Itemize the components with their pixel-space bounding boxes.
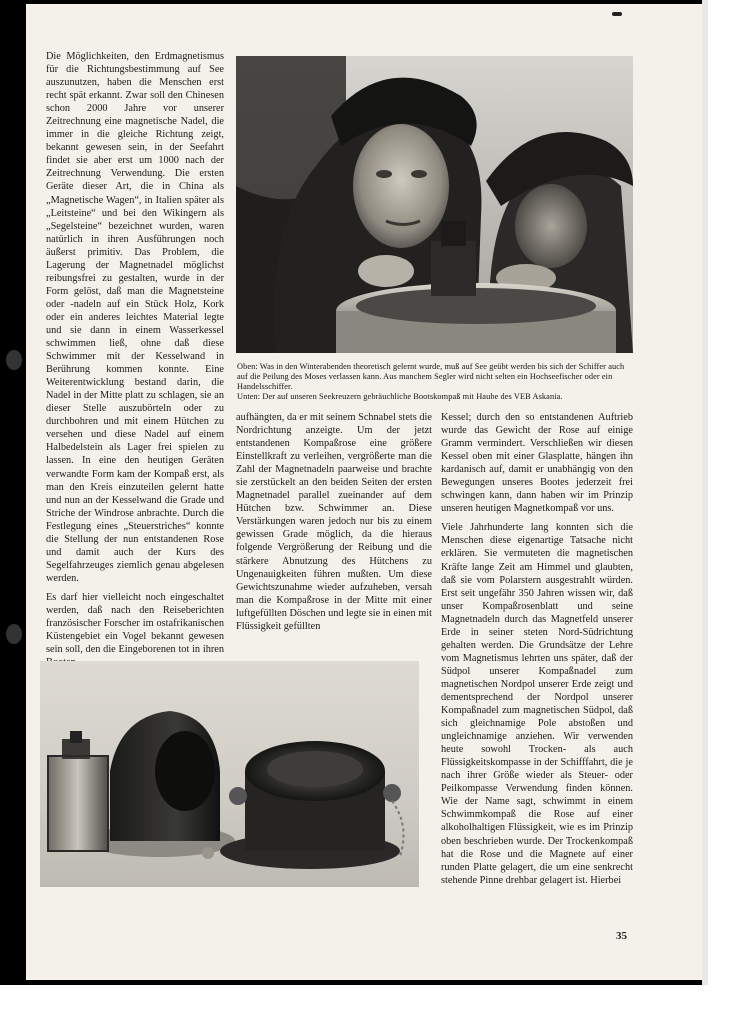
photo-boat-compass bbox=[40, 661, 419, 887]
caption-bottom: Unten: Der auf unseren Seekreuzern gebräuchliche Bootskompaß mit Haube des VEB Askania. bbox=[237, 392, 563, 401]
photo-caption bbox=[237, 362, 633, 402]
caption-top: Oben: Was in den Winterabenden theoretisch gelernt wurde, muß auf See geübt werden bis sich der Schiffer auch auf die Peilung des Moses verlassen kann. Aus manchem Segler wird nicht selten ein Hochseefischer oder ein Handelsschiffer. bbox=[237, 362, 625, 391]
photo-sailors-illustration bbox=[236, 56, 633, 353]
page-edge-inner bbox=[708, 0, 736, 985]
photo-sailors-compass bbox=[236, 56, 633, 353]
photo-compass-illustration bbox=[40, 661, 419, 887]
page-number: 35 bbox=[616, 930, 627, 942]
scan-margin bbox=[0, 985, 736, 1012]
text-column-left bbox=[46, 50, 224, 675]
binding-hole-icon bbox=[6, 350, 22, 370]
paragraph: aufhängten, da er mit seinem Schnabel stets die Nordrichtung anzeigte. Um der jetzt entstandenen Kompaßrose eine größere Einstellkraft zu verleihen, vergrößerte man die Zahl der Magnetnadeln paarweise und brachte sie zerstückelt an den beiden Seiten der ersten Magnetnadel parallel zueinander auf dem Hütchen bzw. Schwimmer an. Diese Verstärkungen waren jedoch nur bis zu einem gewissen Grade möglich, da die hieraus folgende Vergrößerung der Reibung und die stärkere Abnutzung des Hütchens zu Ungenauigkeiten führen mußten. Um diese Gewichtszunahme wieder aufzuheben, versah man die Kompaßrose in der Mitte mit einer luftgefüllten Döschen und legte sie in einen mit Flüssigkeit gefüllten bbox=[236, 412, 432, 632]
paragraph: Kessel; durch den so entstandenen Auftrieb wurde das Gewicht der Rose auf einige Gramm vermindert. Verschließen wir diesen Kessel oben mit einer Glasplatte, hängen ihn kardanisch auf, damit er unabhängig von den Bewegungen unseres Bootes jederzeit frei schwingen kann, dann haben wir im Prinzip unseren heutigen Magnetkompaß vor uns. bbox=[441, 412, 633, 515]
scan-mark bbox=[612, 12, 622, 16]
paragraph: Es darf hier vielleicht noch eingeschaltet werden, daß nach den Reiseberichten französischer Forscher im ostafrikanischen Küstengebiet ein Vogel bekannt gewesen sein soll, den die Eingeborenen tot in ihren bbox=[46, 591, 224, 656]
text-column-middle bbox=[236, 411, 432, 639]
paragraph: Die Möglichkeiten, den Erdmagnetismus für die Richtungsbestimmung auf See auszunutzen, haben die Menschen erst recht spät erkannt. Zwar soll den Chinesen schon 2000 Jahre vor unserer Zeitrechnung eine magnetische Nadel, die immer in die gleiche Richtung zeigt, bekannt gewesen sein, in der Seefahrt findet sie aber erst um 1000 nach der Zeitrechnung Verwendung. Die ersten Geräte dieser Art, die in China als „Magnetische Wagen“, in Italien später als „Leitsteine“ und bei den Wikingern als „Segelsteine“ bezeichnet wurden, waren natürlich in ihren Ausführungen noch äußerst primitiv. Das Problem, die Lagerung der Magnetnadel möglichst reibungsfrei zu gestalten, wurde in der Form gelöst, daß man die Magnetsteine oder -nadeln auf ein Stück Holz, Kork oder ein anderes leichtes Material legte und sie dann in einem Wasserkessel schwimmen ließ, ohne daß diese Schwimmer mit der Kesselwand in Berührung kommen konnte. Eine Weiterentwicklung bestand darin, die Nadel in der Mitte platt zu schlagen, sie an dieser Stelle auszubörteln oder zu durchbohren und mit einem Hütchen zu versehen und diese Nadel auf einem Halbedelstein als Lager frei spielen zu lassen. In eine den heutigen Geräten verwandte Form kam der Kompaß erst, als man den Kreis einzuteilen gelernt hatte und nun an der Kesselwand die Grade und Striche der Windrose anbrachte. Durch die Festlegung eines „Steuerstriches“ konnte die Stellung der nun entstandenen Rose und damit auch der Kurs des Segelfahrzeuges ziemlich genau abgelesen werden. bbox=[46, 51, 224, 584]
text-column-right bbox=[441, 411, 633, 893]
paragraph: Viele Jahrhunderte lang konnten sich die Menschen diese eigenartige Tatsache nicht erklären. Sie vermuteten die magnetischen Kräfte lange Zeit am Himmel und glaubten, daß sie vom Polarstern ausgestrahlt würden. Erst seit ungefähr 350 Jahren wissen wir, daß unser Kompaßrosenblatt und seine Magnetnadeln durch das Magnetfeld unserer Erde in seiner steten Nord-Südrichtung gehalten werden. Die Grundsätze der Lehre vom Magnetismus lehrten uns später, daß der Südpol unserer Kompaßnadel zum magnetischen Nordpol unserer Erde zeigt und dementsprechend der Nordpol unserer Kompaßnadel zum magnetischen Südpol, daß sich gleichnamige Pole abstoßen und ungleichnamige anziehen. Wir verwenden heute sowohl Trocken- als auch Flüssigkeitskompasse in der Schifffahrt, die je nach ihrer Größe wieder als Steuer- oder Peilkompasse Verwendung finden können. Wie der Name sagt, schwimmt in einem Schwimmkompaß die Rose auf einer alkoholhaltigen Flüssigkeit, wie es im Prinzip oben beschrieben wurde. Der Trockenkompaß hat die Rose und die Magnete auf einer runden Platte gelagert, die um eine senkrecht stehende Pinne drehbar gelagert ist. Hierbei bbox=[441, 522, 633, 886]
binding-hole-icon bbox=[6, 624, 22, 644]
